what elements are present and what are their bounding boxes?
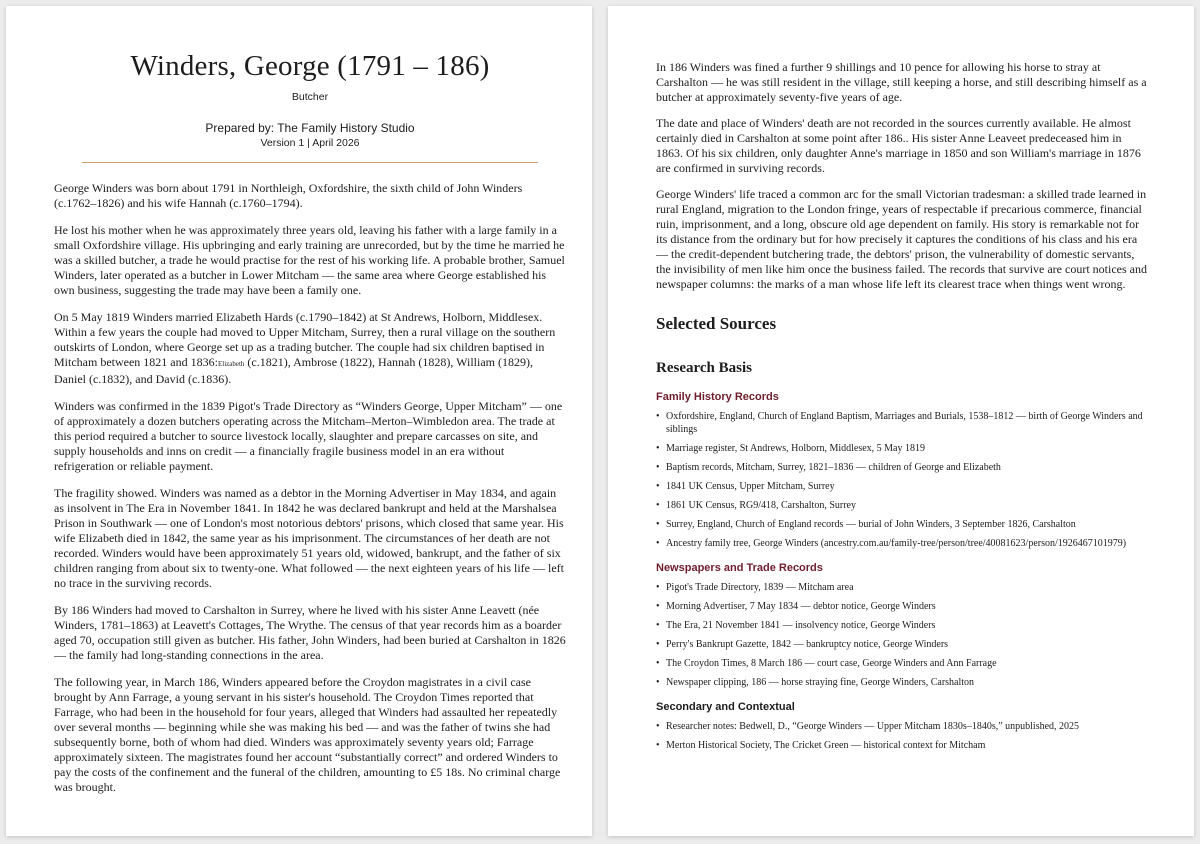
source-item: • Oxfordshire, England, Church of England Baptism, Marriages and Burials, 1538–1812 — birth of George Winders and siblings <box>656 410 1148 436</box>
title-divider <box>82 162 538 163</box>
source-item: • Perry's Bankrupt Gazette, 1842 — bankruptcy notice, George Winders <box>656 638 1148 651</box>
source-item: • 1861 UK Census, RG9/418, Carshalton, Surrey <box>656 499 1148 512</box>
carshalton-text: Winders had moved to Carshalton in Surrey, where he lived with his sister Anne Leavett (née Winders, 1781–1863) at Leavett's Cottages, The Wrythe. The census of that year records him as a boarder aged 70, occupation still given as butcher. His father, John Winders, had been buried at Carshalton in 1826 — the family had long-standing connections in the area. <box>54 603 566 662</box>
paragraph-horse-fine: In 186 Winders was fined a further 9 shillings and 10 pence for allowing his horse to stray at Carshalton — he was still resident in the village, still keeping a horse, and still describing himself as a butcher at approximately seventy-five years of age. <box>656 60 1147 104</box>
paragraph-birth: George Winders was born about 1791 in Northleigh, Oxfordshire, the sixth child of John Winders (c.1762–1826) and his wife Hannah (c.1760–1794). <box>54 181 523 210</box>
source-item: • The Era, 21 November 1841 — insolvency notice, George Winders <box>656 619 1148 632</box>
source-list-newspapers <box>656 581 1148 689</box>
source-item: • Morning Advertiser, 7 May 1834 — debtor notice, George Winders <box>656 600 1148 613</box>
source-item: • Surrey, England, Church of England records — burial of John Winders, 3 September 1826, Carshalton <box>656 518 1148 531</box>
paragraph-carshalton <box>54 603 566 663</box>
paragraph-marriage <box>54 310 566 387</box>
group-heading-family-history: Family History Records <box>656 391 779 403</box>
source-list-family-history <box>656 410 1148 550</box>
document-title: Winders, George (1791 – 186) <box>130 50 490 82</box>
source-item: • The Croydon Times, 8 March 186 — court case, George Winders and Ann Farrage <box>656 657 1148 670</box>
marriage-small-text: Elizabeth <box>217 360 245 368</box>
source-item: • Newspaper clipping, 186 — horse straying fine, George Winders, Carshalton <box>656 676 1148 689</box>
paragraph-bankruptcy: The fragility showed. Winders was named as a debtor in the Morning Advertiser in May 1834, and again as insolvent in The Era in November 1841. In 1842 he was declared bankrupt and held at the Marshalsea Prison in Southwark — one of London's most notorious debtors' prisons, which closed that same year. His wife Elizabeth died in 1842, the same year as his imprisonment. The circumstances of her death are not recorded. Winders would have been approximately 51 years old, widowed, bankrupt, and the father of six children ranging from about six to twenty-one. What followed — the next eighteen years of his life — left no trace in the surviving records. <box>54 486 564 590</box>
source-item: • Merton Historical Society, The Cricket Green — historical context for Mitcham <box>656 739 1148 752</box>
research-basis-heading: Research Basis <box>656 360 752 376</box>
page-right <box>608 6 1194 836</box>
group-heading-secondary: Secondary and Contextual <box>656 701 795 713</box>
marriage-children: (c.1821), Ambrose (1822), Hannah (1828), William (1829), Daniel (c.1832), and David (c.1836). <box>54 355 533 386</box>
source-item: • Marriage register, St Andrews, Holborn, Middlesex, 5 May 1819 <box>656 442 1148 455</box>
page-left <box>6 6 592 836</box>
source-item: • Pigot's Trade Directory, 1839 — Mitcham area <box>656 581 1148 594</box>
prepared-by: Prepared by: The Family History Studio <box>205 121 415 135</box>
version-line: Version 1 | April 2026 <box>260 137 360 149</box>
marriage-text: On 5 May 1819 Winders married Elizabeth Hards (c.1790–1842) at St Andrews, Holborn, Middlesex. Within a few years the couple had moved to Upper Mitcham, Surrey, then a rural village on the southern outskirts of London, where George set up as a trading butcher. The couple had six children baptised in Mitcham between 1821 and 1836: <box>54 310 556 369</box>
selected-sources-heading: Selected Sources <box>656 314 777 333</box>
source-list-secondary <box>656 720 1148 752</box>
source-item: • Baptism records, Mitcham, Surrey, 1821–1836 — children of George and Elizabeth <box>656 461 1148 474</box>
paragraph-summary: George Winders' life traced a common arc for the small Victorian tradesman: a skilled trade learned in rural England, migration to the London fringe, years of respectable if precarious commerce, financial ruin, imprisonment, and a long, obscure old age dependent on family. His story is remarkable not for its distance from the ordinary but for how precisely it captures the conditions of his class and his era — the credit-dependent butchering trade, the debtors' prison, the vulnerability of domestic servants, the invisibility of men like him once the business failed. The records that survive are court notices and newspaper columns: the marks of a man whose life left its clearest trace when things went wrong. <box>656 187 1147 291</box>
paragraph-early-life: He lost his mother when he was approximately three years old, leaving his father with a large family in a small Oxfordshire village. His upbringing and early training are unrecorded, but by the time he married he was a skilled butcher, a trade he would practise for the rest of his working life. A probable brother, Samuel Winders, later operated as a butcher in Lower Mitcham — the same area where George established his own business, suggesting the trade may have been a family one. <box>54 223 565 297</box>
paragraph-trade-directory: Winders was confirmed in the 1839 Pigot's Trade Directory as “Winders George, Upper Mitcham” — one of approximately a dozen butchers operating across the Mitcham–Merton–Wimbledon area. The trade at this period required a butcher to source livestock locally, slaughter and prepare carcasses on site, and supply households and inns on credit — a financially fragile business model in an era without refrigeration or reliable payment. <box>54 399 563 473</box>
group-heading-newspapers: Newspapers and Trade Records <box>656 562 823 574</box>
source-item: • Researcher notes: Bedwell, D., “George Winders — Upper Mitcham 1830s–1840s,” unpublished, 2025 <box>656 720 1148 733</box>
carshalton-lead: By 186 <box>54 603 90 617</box>
document-subtitle: Butcher <box>291 91 329 103</box>
paragraph-court-case: The following year, in March 186, Winders appeared before the Croydon magistrates in a civil case brought by Ann Farrage, a young servant in his sister's household. The Croydon Times reported that Farrage, who had been in the household for four years, alleged that Winders had assaulted her repeatedly over several months — beginning while she was making his bed — and was the father of twins she had subsequently borne, both of whom had died. Winders was approximately seventy years old; Farrage approximately sixteen. The magistrates found her account “substantially correct” and ordered Winders to pay the costs of the confinement and the funeral of the children, amounting to £5 18s. No criminal charge was brought. <box>54 675 561 794</box>
paragraph-death: The date and place of Winders' death are not recorded in the sources currently available. He almost certainly died in Carshalton at some point after 186.. His sister Anne Leaveet predeceased him in 1863. Of his six children, only daughter Anne's marriage in 1850 and son William's marriage in 1876 are confirmed in surviving records. <box>656 116 1141 175</box>
source-item: • 1841 UK Census, Upper Mitcham, Surrey <box>656 480 1148 493</box>
source-item: • Ancestry family tree, George Winders (ancestry.com.au/family-tree/person/tree/40081623/person/1926467101979) <box>656 537 1148 550</box>
